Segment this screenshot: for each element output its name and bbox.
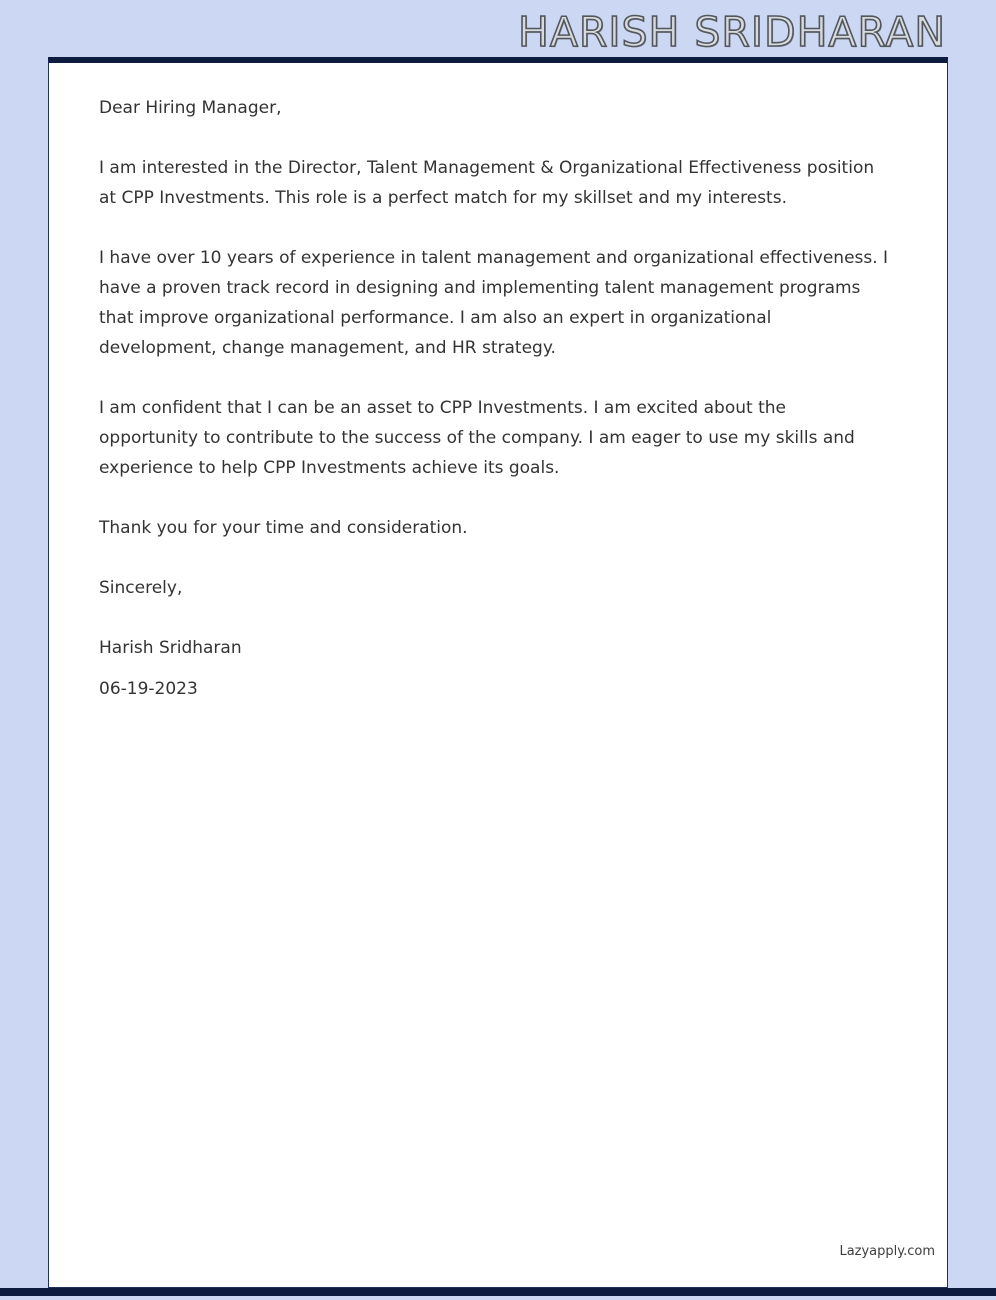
paragraph-thanks: Thank you for your time and consideration.	[99, 518, 468, 538]
signature-name: Harish Sridharan	[99, 638, 242, 658]
letter-page	[48, 57, 948, 1288]
lazyapply-watermark: Lazyapply.com	[839, 1244, 935, 1259]
bottom-bar	[0, 1288, 996, 1296]
closing: Sincerely,	[99, 578, 183, 598]
header-name: HARISH SRIDHARAN	[518, 8, 946, 56]
paragraph-confidence: I am confident that I can be an asset to CPP Investments. I am excited about the opportunity to contribute to the success of the company. I am eager to use my skills and experience to help CPP Investments achieve its goals.	[99, 398, 855, 478]
salutation: Dear Hiring Manager,	[99, 98, 282, 118]
paragraph-intro: I am interested in the Director, Talent Management & Organizational Effectiveness position at CPP Investments. This role is a perfect match for my skillset and my interests.	[99, 158, 875, 208]
paragraph-experience: I have over 10 years of experience in talent management and organizational effectiveness. I have a proven track record in designing and implementing talent management programs that improve organizational performance. I am also an expert in organizational development, change management, and HR strategy.	[99, 248, 889, 358]
date-link[interactable]: 06-19-2023	[99, 679, 198, 699]
